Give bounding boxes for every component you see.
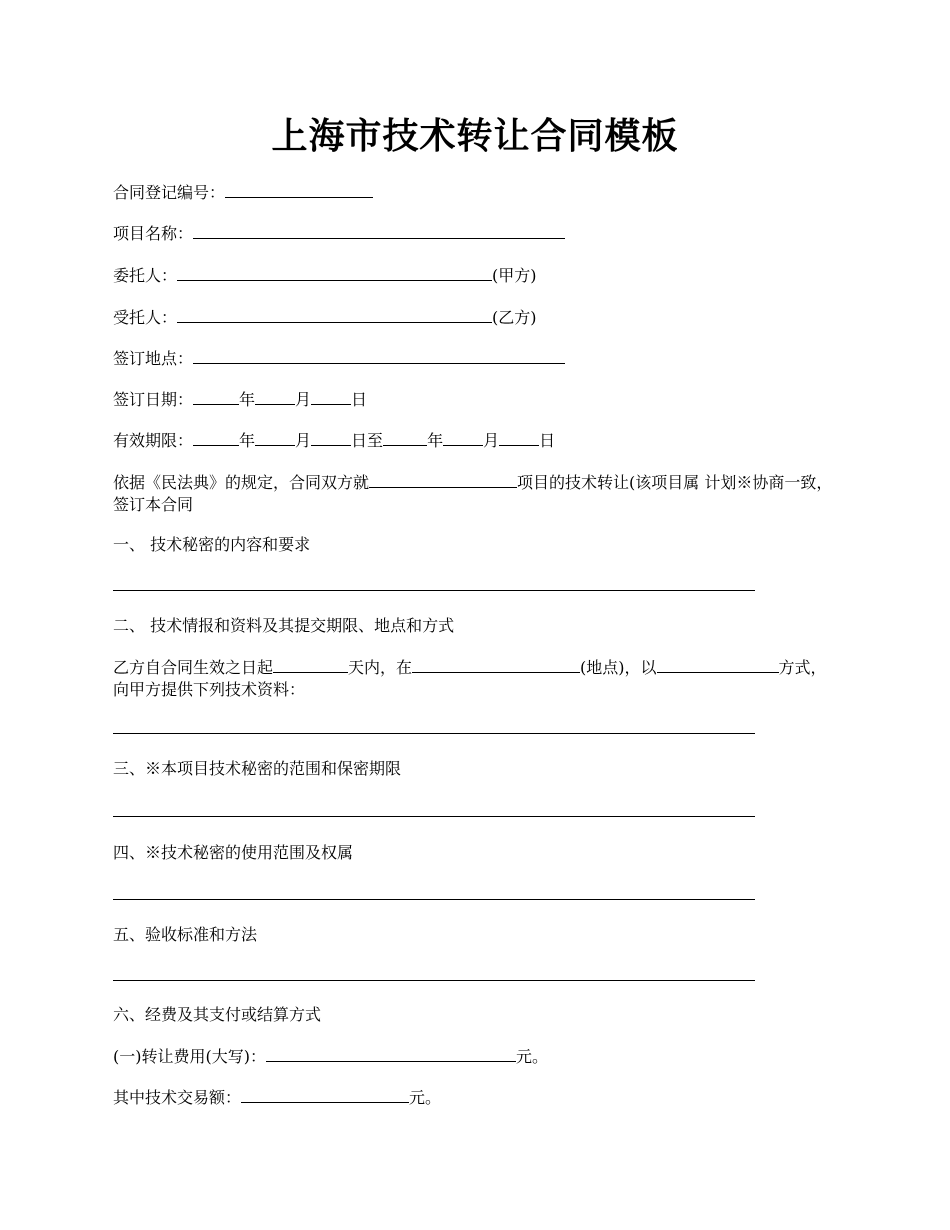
month-unit: 月 (295, 431, 312, 450)
fee-label: (一)转让费用(大写)： (113, 1047, 266, 1066)
year-unit: 年 (427, 431, 444, 450)
client-suffix: (甲方) (492, 266, 537, 285)
validity-end-year-blank[interactable] (383, 429, 427, 446)
day-unit: 日 (351, 390, 368, 409)
trade-amount-label: 其中技术交易额： (113, 1088, 242, 1107)
preamble-paragraph (113, 471, 835, 516)
validity-start-month-blank[interactable] (255, 429, 295, 446)
validity-end-month-blank[interactable] (443, 429, 483, 446)
validity-label: 有效期限： (113, 431, 194, 450)
section-5-answer-line[interactable] (113, 980, 755, 981)
document-title: 上海市技术转让合同模板 (271, 115, 679, 157)
preamble-text-1: 依据《民法典》的规定，合同双方就 (113, 473, 370, 492)
fee-row (113, 1045, 548, 1068)
trade-amount-suffix: 元。 (409, 1088, 442, 1107)
signing-year-blank[interactable] (193, 388, 239, 405)
section-4-title: 四、※技术秘密的使用范围及权属 (113, 843, 354, 862)
month-unit: 月 (483, 431, 500, 450)
section-6-title: 六、经费及其支付或结算方式 (113, 1005, 322, 1024)
fee-amount-blank[interactable] (266, 1045, 516, 1062)
validity-end-day-blank[interactable] (499, 429, 539, 446)
project-name-label: 项目名称： (113, 224, 194, 243)
signing-date-label: 签订日期： (113, 390, 194, 409)
s2-text-c: (地点)，以 (580, 658, 657, 677)
day-to-unit: 日至 (351, 431, 384, 450)
trustee-blank[interactable] (177, 306, 492, 323)
s2-method-blank[interactable] (657, 656, 779, 673)
s2-text-a: 乙方自合同生效之日起 (113, 658, 274, 677)
section-5-title: 五、验收标准和方法 (113, 925, 258, 944)
section-2-title: 二、 技术情报和资料及其提交期限、地点和方式 (113, 616, 455, 635)
s2-text-b: 天内，在 (348, 658, 413, 677)
section-2-paragraph (113, 656, 835, 701)
month-unit: 月 (295, 390, 312, 409)
trade-amount-blank[interactable] (241, 1086, 409, 1103)
s2-days-blank[interactable] (273, 656, 348, 673)
signing-place-blank[interactable] (193, 347, 565, 364)
fee-suffix: 元。 (515, 1047, 548, 1066)
signing-place-label: 签订地点： (113, 349, 194, 368)
trade-amount-row (113, 1086, 441, 1109)
s2-text-d: 方式，向甲方提供下列技术资料： (113, 658, 827, 699)
validity-start-day-blank[interactable] (311, 429, 351, 446)
s2-place-blank[interactable] (412, 656, 580, 673)
day-unit: 日 (539, 431, 556, 450)
registration-no-row (113, 181, 373, 204)
signing-date-row (113, 388, 367, 411)
validity-row (113, 429, 555, 452)
registration-no-label: 合同登记编号： (113, 183, 226, 202)
project-name-row (113, 222, 565, 245)
section-1-answer-line[interactable] (113, 590, 755, 591)
trustee-suffix: (乙方) (492, 308, 537, 327)
section-2-answer-line[interactable] (113, 733, 755, 734)
year-unit: 年 (239, 431, 256, 450)
section-1-title: 一、 技术秘密的内容和要求 (113, 535, 311, 554)
section-3-answer-line[interactable] (113, 816, 755, 817)
preamble-text-2: 项目的技术转让(该项目属 计划※协商一致，签订本合同 (113, 473, 833, 514)
client-blank[interactable] (177, 264, 492, 281)
signing-place-row (113, 347, 565, 370)
trustee-row (113, 306, 537, 329)
section-4-answer-line[interactable] (113, 899, 755, 900)
validity-start-year-blank[interactable] (193, 429, 239, 446)
client-row (113, 264, 537, 287)
trustee-label: 受托人： (113, 308, 178, 327)
signing-day-blank[interactable] (311, 388, 351, 405)
client-label: 委托人： (113, 266, 178, 285)
preamble-project-blank[interactable] (369, 471, 517, 488)
section-3-title: 三、※本项目技术秘密的范围和保密期限 (113, 759, 402, 778)
year-unit: 年 (239, 390, 256, 409)
signing-month-blank[interactable] (255, 388, 295, 405)
registration-no-blank[interactable] (225, 181, 373, 198)
project-name-blank[interactable] (193, 222, 565, 239)
